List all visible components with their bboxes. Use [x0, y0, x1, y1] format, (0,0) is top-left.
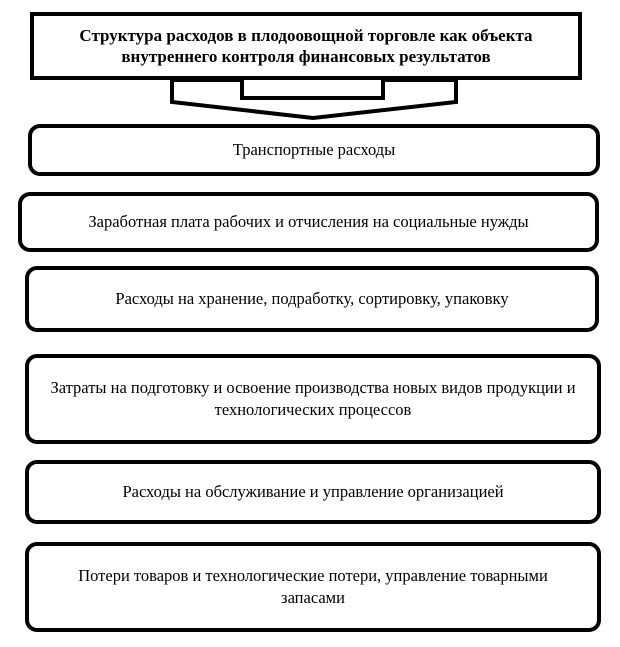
expense-item-production-prep	[25, 354, 601, 444]
expense-item-label: Расходы на хранение, подработку, сортировку, упаковку	[115, 289, 509, 308]
expense-item-wages	[18, 192, 599, 252]
expense-item-transport	[28, 124, 600, 176]
expense-item-label: Транспортные расходы	[232, 140, 396, 159]
expense-item-label: Заработная плата рабочих и отчисления на социальные нужды	[88, 212, 529, 231]
diagram-title-box	[30, 12, 582, 80]
expense-item-label: Расходы на обслуживание и управление организацией	[122, 482, 504, 501]
diagram-title: Структура расходов в плодоовощной торговле как объекта внутреннего контроля финансовых результатов	[79, 26, 533, 66]
expense-item-label: Потери товаров и технологические потери, управление товарными запасами	[78, 566, 548, 607]
expense-item-management	[25, 460, 601, 524]
expense-item-storage	[25, 266, 599, 332]
expense-item-label: Затраты на подготовку и освоение производства новых видов продукции и технологических процессов	[50, 378, 576, 419]
expense-item-losses	[25, 542, 601, 632]
